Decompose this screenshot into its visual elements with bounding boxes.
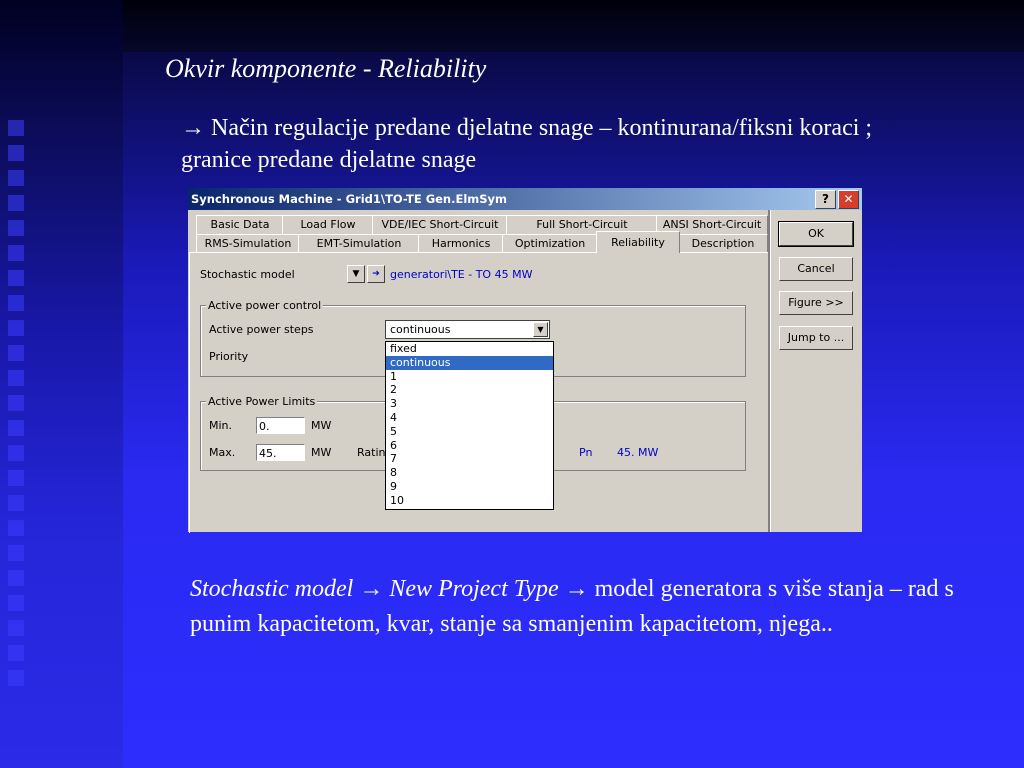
min-label: Min. [209, 419, 233, 432]
vertical-separator [768, 210, 771, 532]
active-power-steps-select[interactable] [385, 320, 550, 339]
select-dropdown-icon[interactable]: ▼ [347, 265, 365, 283]
dropdown-option[interactable]: 9 [390, 479, 397, 493]
jump-to-button[interactable]: Jump to ... [779, 326, 853, 350]
figure-button[interactable]: Figure >> [779, 291, 853, 315]
ok-button[interactable]: OK [779, 222, 853, 246]
tab-ansi-short-circuit[interactable]: ANSI Short-Circuit [656, 215, 768, 234]
dropdown-option[interactable]: fixed [390, 342, 417, 355]
active-power-steps-value: continuous [390, 323, 451, 336]
stochastic-model-label: Stochastic model [200, 268, 295, 281]
tab-reliability[interactable]: Reliability [596, 231, 680, 253]
dropdown-option[interactable]: 4 [390, 410, 397, 424]
tab-load-flow[interactable]: Load Flow [282, 215, 374, 234]
cancel-button[interactable]: Cancel [779, 257, 853, 281]
dropdown-option[interactable]: 10 [390, 493, 404, 507]
active-power-steps-label: Active power steps [209, 323, 314, 336]
dropdown-option[interactable]: 6 [390, 438, 397, 452]
max-input[interactable]: 45. [256, 444, 305, 461]
priority-label: Priority [209, 350, 249, 363]
slide-bottom-text [190, 572, 1020, 642]
dropdown-option[interactable]: 7 [390, 452, 397, 466]
decorative-squares [8, 120, 26, 695]
min-input[interactable]: 0. [256, 417, 305, 434]
chevron-down-icon[interactable]: ▼ [533, 322, 548, 337]
close-button[interactable]: ✕ [838, 190, 859, 209]
tab-description[interactable]: Description [678, 234, 768, 253]
max-label: Max. [209, 446, 236, 459]
dialog-titlebar [188, 188, 862, 210]
synchronous-machine-dialog [188, 188, 862, 532]
dropdown-option[interactable]: 3 [390, 397, 397, 411]
jump-arrow-icon[interactable]: ➔ [367, 265, 385, 283]
dropdown-option[interactable]: 1 [390, 369, 397, 383]
stochastic-model-value[interactable]: generatori\TE - TO 45 MW [390, 268, 533, 281]
slide-title: Okvir komponente - Reliability [165, 54, 487, 83]
arrow-text: → [353, 576, 390, 602]
tab-harmonics[interactable]: Harmonics [418, 234, 504, 253]
new-project-type-term: New Project Type [389, 576, 559, 602]
tab-optimization[interactable]: Optimization [502, 234, 598, 253]
tab-full-short-circuit[interactable]: Full Short-Circuit [506, 215, 658, 234]
tab-vde-iec-short-circuit[interactable]: VDE/IEC Short-Circuit [372, 215, 508, 234]
active-power-steps-dropdown[interactable] [385, 341, 554, 510]
slide-bullet: → Način regulacije predane djelatne snage – kontinurana/fiksni koraci ; granice predane djelatne snage [181, 115, 873, 173]
help-button[interactable]: ? [815, 190, 836, 209]
tab-rms-simulation[interactable]: RMS-Simulation [196, 234, 300, 253]
stochastic-model-term: Stochastic model [190, 576, 354, 602]
top-band [123, 0, 1024, 52]
dropdown-option[interactable]: 8 [390, 466, 397, 480]
tab-emt-simulation[interactable]: EMT-Simulation [298, 234, 420, 253]
pn-label: Pn [579, 446, 593, 459]
min-unit: MW [311, 419, 332, 432]
rating-label: Ratin [357, 446, 386, 459]
active-power-limits-title: Active Power Limits [208, 395, 316, 408]
dropdown-option[interactable]: 5 [390, 424, 397, 438]
pn-value: 45. MW [617, 446, 659, 459]
dropdown-option-selected[interactable]: continuous [386, 356, 553, 370]
dialog-title: Synchronous Machine - Grid1\TO-TE Gen.ElmSym [191, 192, 508, 206]
tab-basic-data[interactable]: Basic Data [196, 215, 284, 234]
left-decoration-strip [0, 0, 123, 768]
bottom-description: → model generatora s više stanja – rad s punim kapacitetom, kvar, stanje sa smanjenim kapacitetom, njega.. [190, 576, 954, 637]
dropdown-option[interactable]: 2 [390, 383, 397, 397]
active-power-control-title: Active power control [208, 299, 322, 312]
max-unit: MW [311, 446, 332, 459]
